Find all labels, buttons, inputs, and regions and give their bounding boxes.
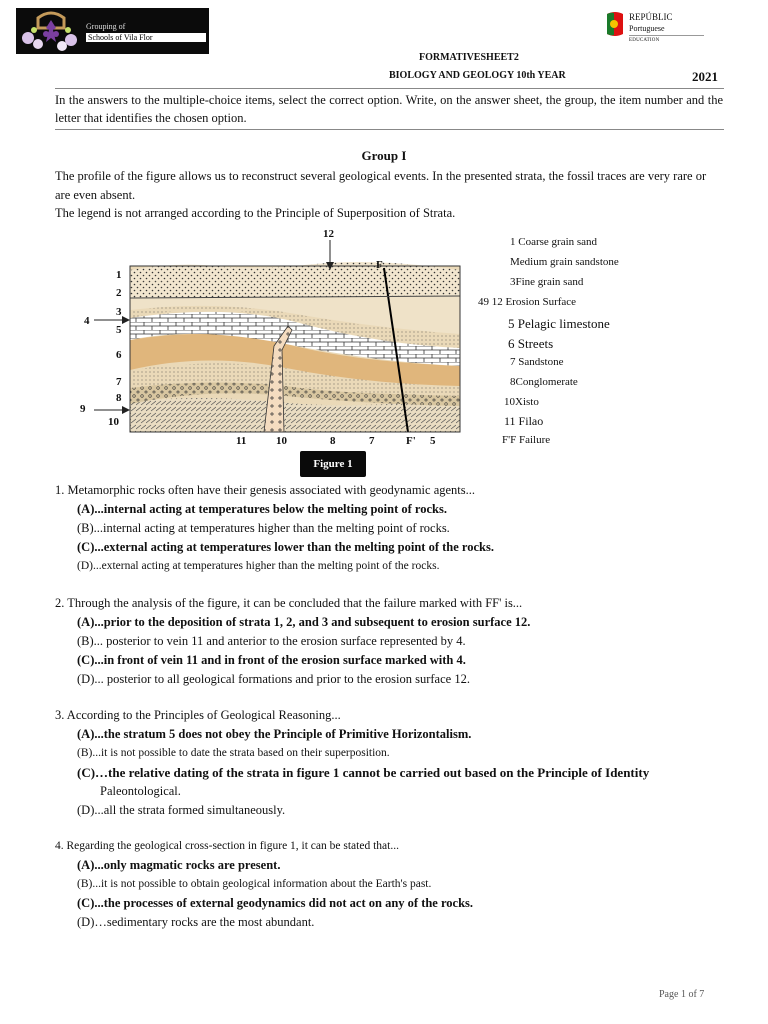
figure-label-left: 3 (116, 306, 122, 318)
option-d: (D)...all the strata formed simultaneously. (77, 803, 286, 817)
header-rule (55, 88, 724, 89)
legend-item: 49 12 Erosion Surface (478, 296, 577, 308)
intro-paragraph-2: The legend is not arranged according to the Principle of Superposition of Strata. (55, 206, 456, 220)
figure-label-left: 7 (116, 376, 122, 388)
option-b: (B)...it is not possible to obtain geological information about the Earth's past. (77, 878, 432, 890)
figure-caption: Figure 1 (300, 451, 366, 477)
cross-section-drawing (76, 226, 464, 448)
option-a: (A)...internal acting at temperatures below the melting point of rocks. (77, 502, 447, 516)
legend-item: 8Conglomerate (510, 376, 578, 388)
instructions: In the answers to the multiple-choice items, select the correct option. Write, on the answer sheet, the group, the item number and the letter that identifies the chosen option. (55, 93, 723, 125)
figure-label-left: 6 (116, 349, 122, 361)
option-c: (C)...in front of vein 11 and in front of the erosion surface marked with 4. (77, 653, 466, 667)
question-stem: 1. Metamorphic rocks often have their genesis associated with geodynamic agents... (55, 483, 476, 497)
school-emblem-icon (16, 8, 86, 54)
school-logo (16, 8, 209, 54)
question-1 (55, 481, 725, 576)
figure-label-left: 1 (116, 269, 122, 281)
figure-label-left: 2 (116, 287, 122, 299)
course-title: BIOLOGY AND GEOLOGY 10th YEAR (389, 70, 566, 81)
option-c: (C)...the processes of external geodynamics did not act on any of the rocks. (77, 896, 474, 910)
school-name-line2: Schools of Vila Flor (86, 33, 206, 42)
education-text: EDUCATION (629, 38, 660, 43)
page-number: Page 1 of 7 (659, 989, 705, 1000)
figure-label-bottom: 5 (430, 435, 436, 447)
option-a: (A)...the stratum 5 does not obey the Principle of Primitive Horizontalism. (77, 727, 472, 741)
option-b: (B)... posterior to vein 11 and anterior to the erosion surface represented by 4. (77, 634, 466, 648)
legend-item: 6 Streets (508, 336, 554, 351)
question-stem: 2. Through the analysis of the figure, it can be concluded that the failure marked with FF' is... (55, 596, 523, 610)
year: 2021 (692, 69, 718, 84)
legend-item: 3Fine grain sand (510, 276, 584, 288)
group-intro (55, 167, 723, 223)
figure-label-bottom: 7 (369, 435, 375, 447)
figure-label-bottom: 8 (330, 435, 336, 447)
portugal-flag-icon (603, 10, 627, 40)
figure-label-left: 9 (80, 403, 86, 415)
option-d: (D)...external acting at temperatures higher than the melting point of the rocks. (77, 560, 440, 572)
sheet-title: FORMATIVESHEET2 (419, 52, 519, 63)
option-a: (A)...only magmatic rocks are present. (77, 858, 281, 872)
option-b: (B)...internal acting at temperatures higher than the melting point of rocks. (77, 521, 450, 535)
figure-label-f: F (376, 259, 383, 271)
option-d: (D)... posterior to all geological formations and prior to the erosion surface 12. (77, 672, 470, 686)
school-name-line1: Grouping of (86, 22, 126, 31)
option-c-continuation: Paleontological. (100, 784, 181, 798)
option-a: (A)...prior to the deposition of strata 1, 2, and 3 and subsequent to erosion surface 12. (77, 615, 531, 629)
legend-item: 1 Coarse grain sand (510, 236, 598, 248)
instructions-rule (55, 129, 724, 130)
figure-label-bottom: 10 (276, 435, 287, 447)
figure-label-bottom: F' (406, 435, 416, 447)
figure-label-bottom: 11 (236, 435, 247, 447)
legend-item: 11 Filao (504, 414, 544, 428)
legend-item: F'F Failure (502, 434, 551, 446)
legend-item: 10Xisto (504, 396, 539, 408)
portuguese-text: Portuguese (629, 24, 665, 33)
republic-logo (603, 10, 713, 50)
legend-item: 7 Sandstone (510, 356, 564, 368)
option-b: (B)...it is not possible to date the strata based on their superposition. (77, 747, 390, 759)
figure-label-left: 10 (108, 416, 119, 428)
question-stem: 3. According to the Principles of Geological Reasoning... (55, 708, 341, 722)
figure-label-left: 4 (84, 315, 90, 327)
option-d: (D)…sedimentary rocks are the most abundant. (77, 915, 315, 929)
republic-text: REPÚBLIC (629, 12, 673, 22)
logo-divider (629, 35, 704, 36)
question-3 (55, 706, 725, 820)
option-c: (C)…the relative dating of the strata in figure 1 cannot be carried out based on the Principle of Identity (77, 765, 650, 780)
figure-label-12: 12 (323, 228, 334, 240)
intro-paragraph-1: The profile of the figure allows us to reconstruct several geological events. In the presented strata, the fossil traces are very rare or are even absent. (55, 169, 707, 202)
question-2 (55, 594, 725, 689)
group-title: Group I (361, 148, 407, 163)
question-stem: 4. Regarding the geological cross-section in figure 1, it can be stated that... (55, 840, 399, 852)
geological-cross-section (76, 226, 464, 448)
legend-item: 5 Pelagic limestone (508, 316, 610, 331)
figure-label-left: 5 (116, 324, 122, 336)
figure-label-left: 8 (116, 392, 122, 404)
question-4 (55, 837, 725, 932)
option-c: (C)...external acting at temperatures lower than the melting point of the rocks. (77, 540, 494, 554)
legend-item: Medium grain sandstone (510, 256, 619, 268)
